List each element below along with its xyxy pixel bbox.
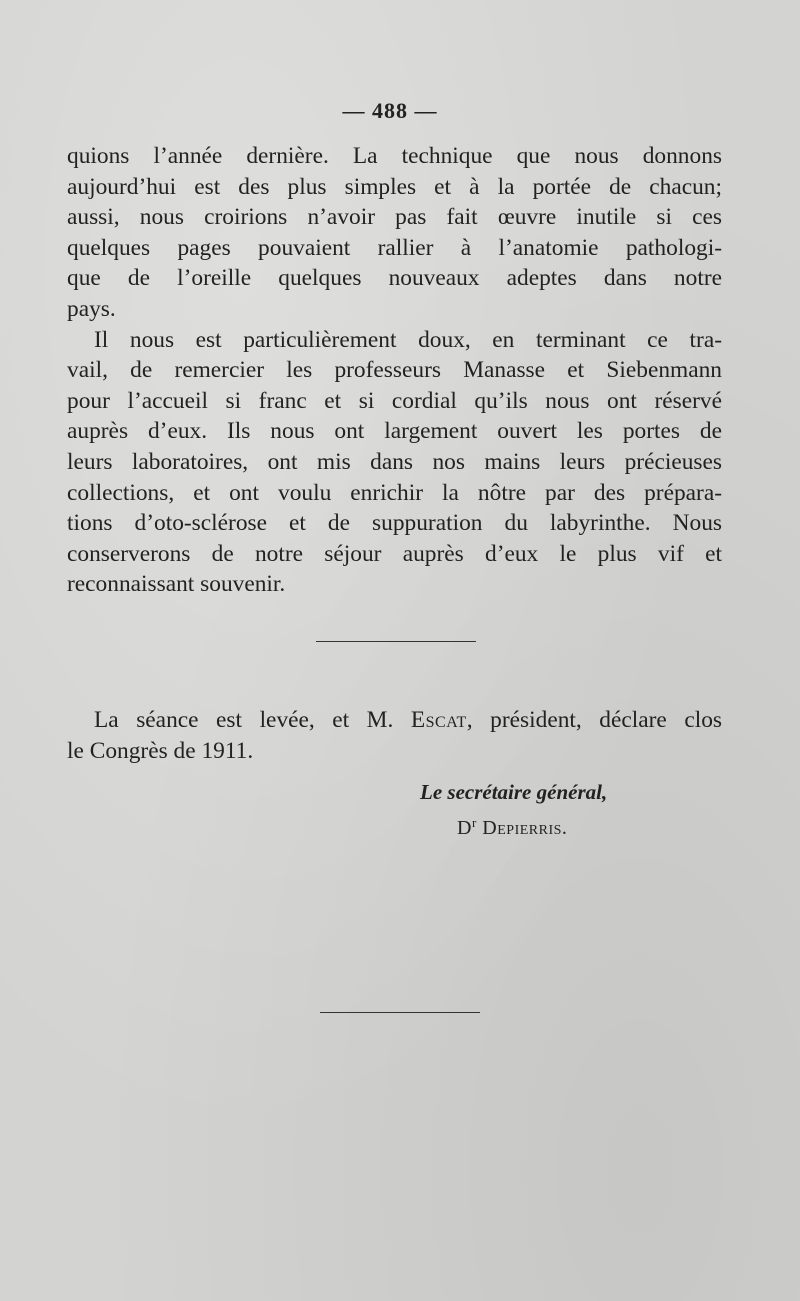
secretary-name: Depierris. [482,817,568,839]
paragraph-2-line: conserverons de notre séjour auprès d’eux le plus vif et [67,540,722,567]
paragraph-1-line: quelques pages pouvaient rallier à l’anatomie pathologi- [67,234,722,261]
paragraph-2-line: collections, et ont voulu enrichir la nôtre par des prépara- [67,479,722,506]
paragraph-1-line: quions l’année dernière. La technique que nous donnons [67,143,722,169]
paragraph-2-line: reconnaissant souvenir. [67,571,286,598]
closing-text: , président, déclare clos [466,707,723,733]
closing-line: le Congrès de 1911. [67,737,254,764]
paragraph-1-line: que de l’oreille quelques nouveaux adeptes dans notre [67,265,722,292]
page-number: — 488 — [342,98,438,123]
paragraph-2-line: leurs laboratoires, ont mis dans nos mains leurs précieuses [67,448,722,475]
paragraph-1-line: pays. [67,295,116,322]
signature-prefix: D [457,817,472,839]
closing-line [67,705,722,736]
paragraph-2-line: tions d’oto-sclérose et de suppuration du labyrinthe. Nous [67,510,722,537]
signature-title: Le secrétaire général, [420,780,608,804]
signature-prefix-sup: r [471,815,477,830]
paragraph-2-line: vail, de remercier les professeurs Manasse et Siebenmann [67,357,722,384]
paragraph-2-line: auprès d’eux. Ils nous ont largement ouvert les portes de [67,418,722,445]
closing-text: La séance est levée, et M. [94,707,411,733]
end-divider [320,1012,480,1013]
closing-statement [67,705,722,766]
paragraph-1-line: aujourd’hui est des plus simples et à la portée de chacun; [67,173,722,200]
section-divider [316,641,476,642]
paragraph-1-line: aussi, nous croirions n’avoir pas fait œuvre inutile si ces [67,204,722,231]
body-text [67,141,722,600]
signature-name [457,815,567,840]
paragraph-2-line: pour l’accueil si franc et si cordial qu’ils nous ont réservé [67,387,722,414]
paragraph-2-line: Il nous est particulièrement doux, en terminant ce tra- [94,326,722,353]
president-name: Escat [410,707,467,733]
